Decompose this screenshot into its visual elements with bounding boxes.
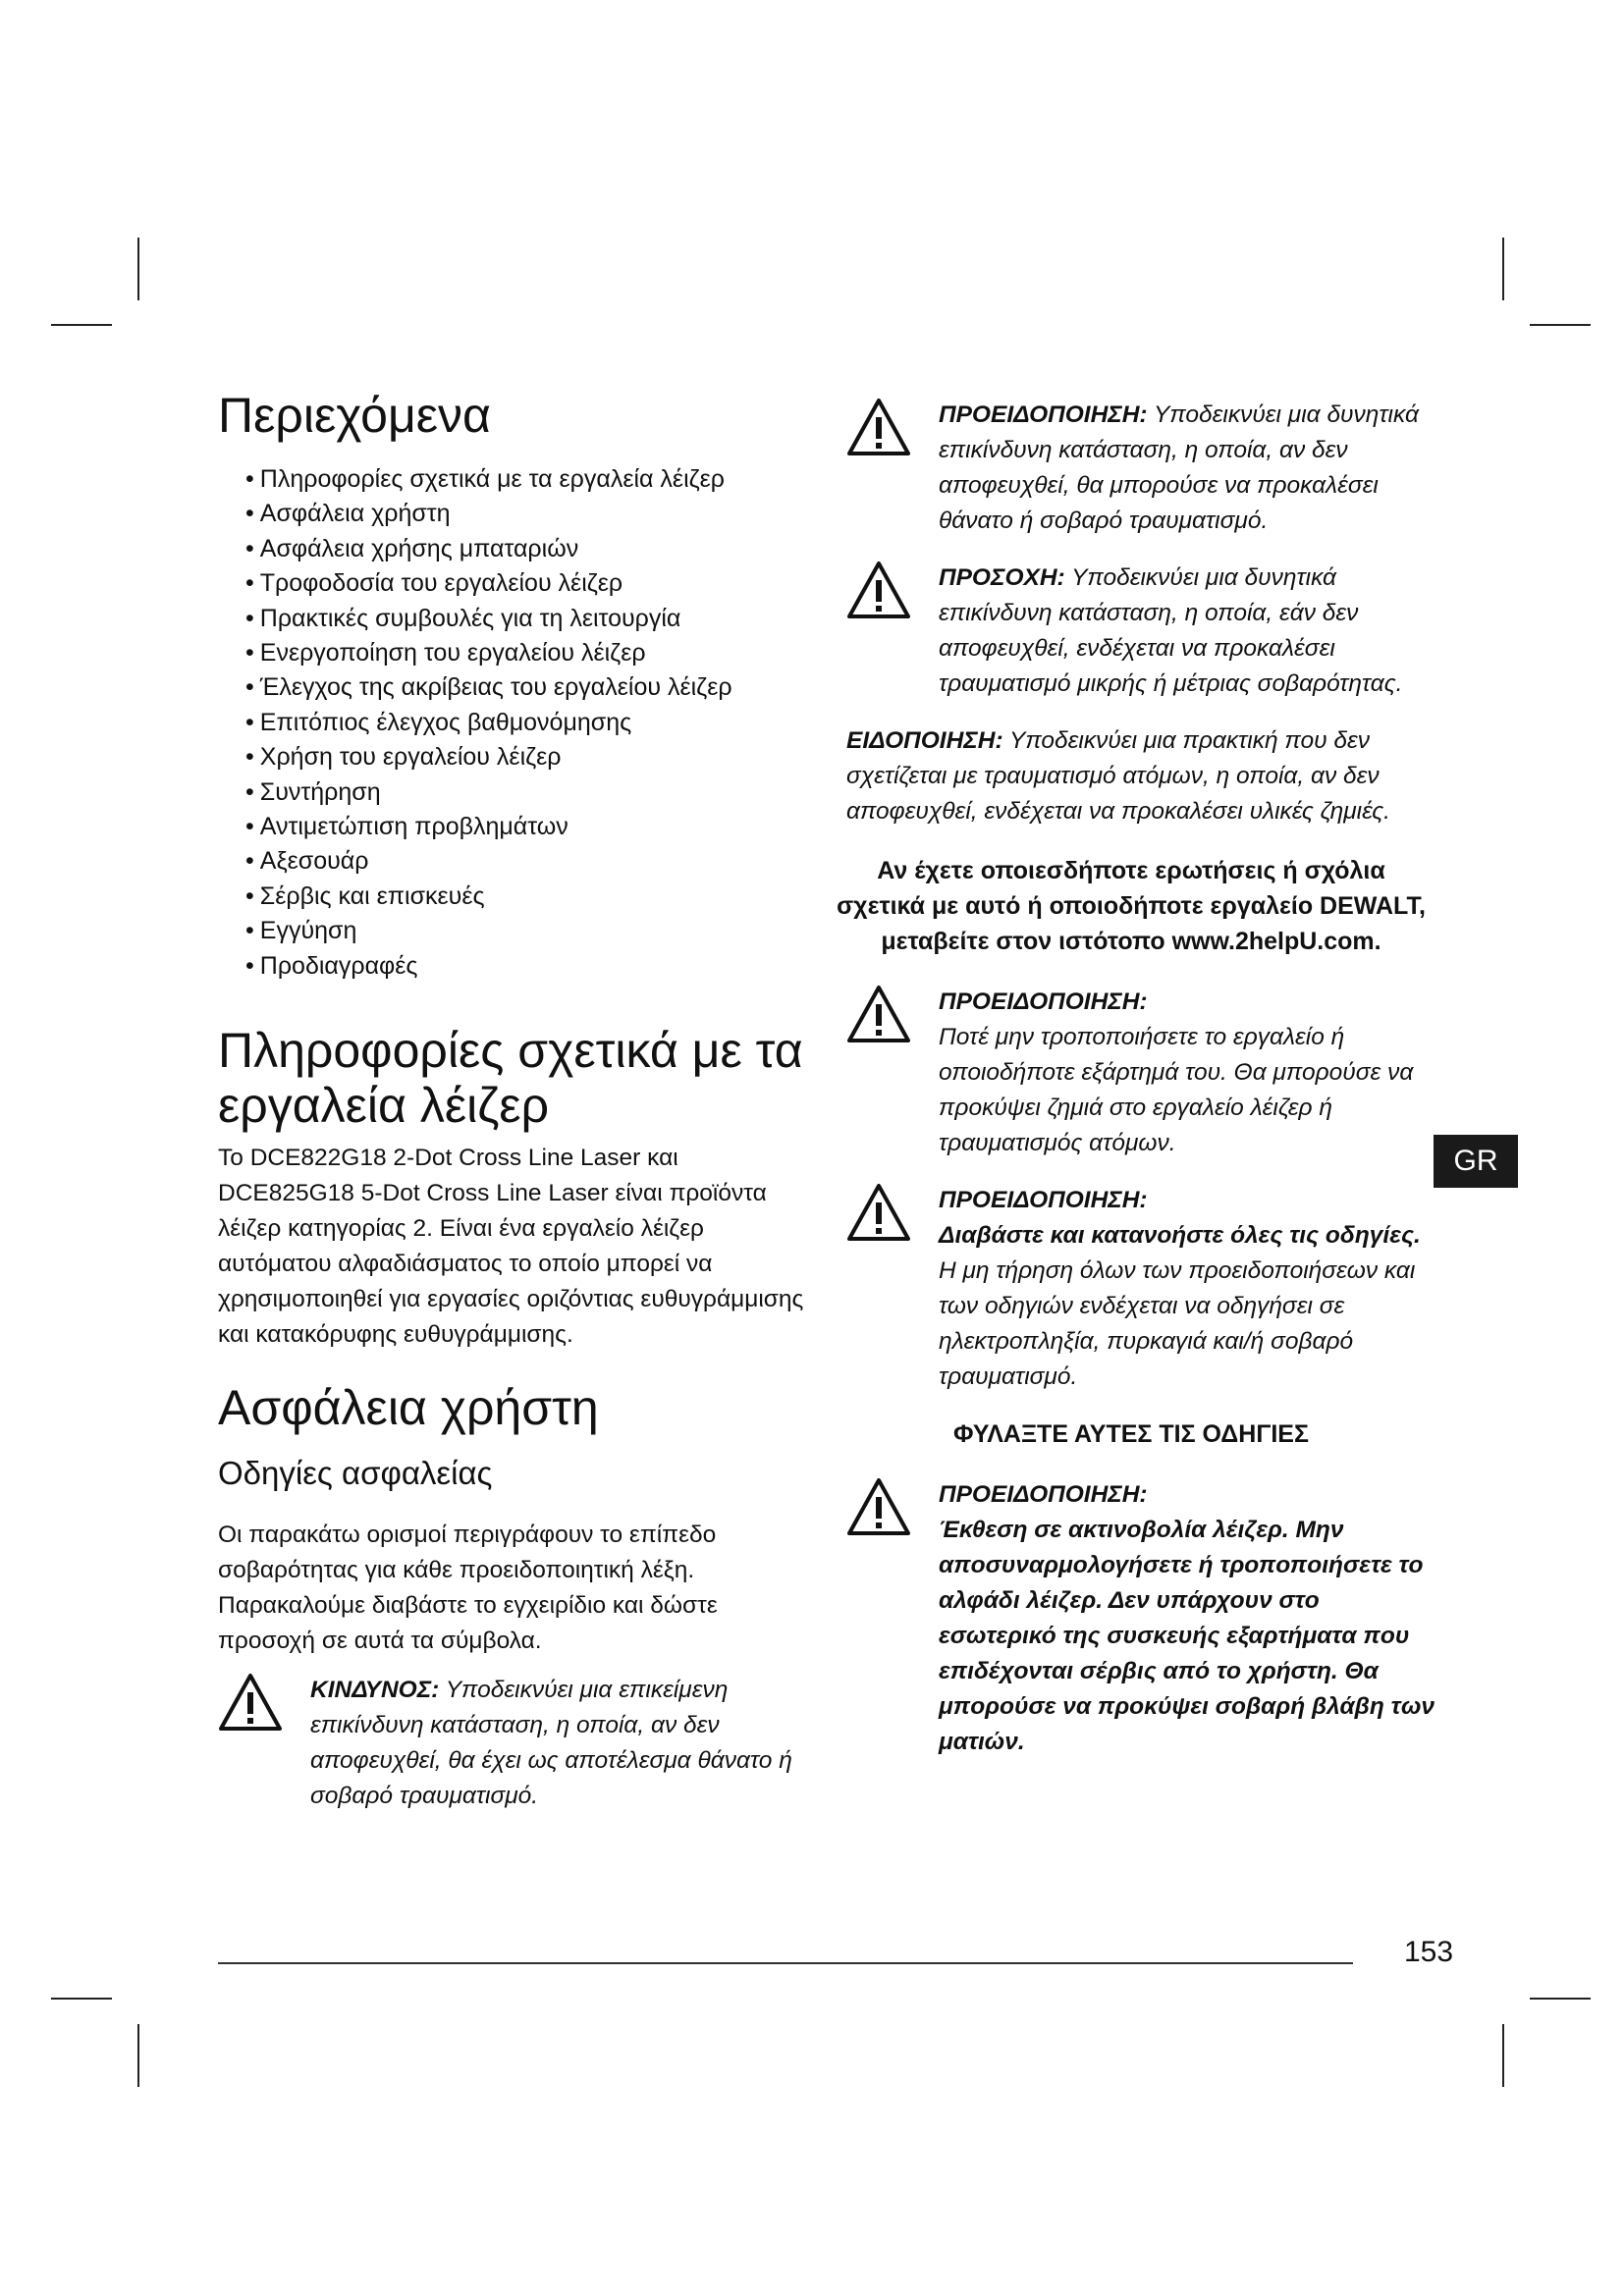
notice-label: ΕΙΔΟΠΟΙΗΣΗ:	[846, 727, 1003, 754]
about-title-line1: Πληροφορίες σχετικά με τα	[218, 1023, 803, 1079]
danger-text: Υποδεικνύει μια επικείμενη επικίνδυνη κατάσταση, η οποία, αν δεν αποφευχθεί, θα έχει ως αποτέλεσμα θάνατο ή σοβαρό τραυματισμό.	[310, 1677, 792, 1810]
warning-text: Υποδεικνύει μια δυνητικά επικίνδυνη κατάσταση, η οποία, αν δεν αποφευχθεί, θα μπορούσε να προκαλέσει θάνατο ή σοβαρό τραυματισμό.	[939, 401, 1419, 534]
safety-intro-text: Οι παρακάτω ορισμοί περιγράφουν το επίπεδο σοβαρότητας για κάθε προειδοποιητική λέξη. Παρακαλούμε διαβάστε το εγχειρίδιο και δώστε προσοχή σε αυτά τα σύμβολα.	[218, 1522, 718, 1655]
warning-triangle-icon	[846, 1183, 911, 1242]
list-item: • Ενεργοποίηση του εργαλείου λέιζερ	[245, 636, 817, 670]
list-item: • Σέρβις και επισκευές	[245, 880, 817, 914]
list-item: • Χρήση του εργαλείου λέιζερ	[245, 740, 817, 774]
contents-list	[245, 462, 817, 984]
list-item: • Προδιαγραφές	[245, 949, 817, 984]
contact-line3: μεταβείτε στον ιστότοπο www.2helpU.com.	[881, 928, 1381, 955]
crop-mark	[51, 1998, 112, 2000]
list-item: • Εγγύηση	[245, 914, 817, 948]
keep-instructions: ΦΥΛΑΞΤΕ ΑΥΤΕΣ ΤΙΣ ΟΔΗΓΙΕΣ	[953, 1420, 1309, 1448]
language-tab: GR	[1434, 1135, 1518, 1188]
contact-line2: σχετικά με αυτό ή οποιοδήποτε εργαλείο DEWALT,	[837, 892, 1426, 920]
crop-mark	[1530, 324, 1591, 326]
about-text: Το DCE822G18 2-Dot Cross Line Laser και DCE825G18 5-Dot Cross Line Laser είναι προϊόντα λέιζερ κατηγορίας 2. Είναι ένα εργαλείο λέιζερ αυτόματου αλφαδιάσματος το οποίο μπορεί να χρησιμοποιηθεί για εργασίες οριζόντιας ευθυγράμμισης και κατακόρυφης ευθυγράμμισης.	[218, 1145, 804, 1349]
warning-triangle-icon	[846, 985, 911, 1043]
warning-read-instructions	[846, 1183, 1435, 1395]
warning-triangle-icon	[846, 1477, 911, 1536]
warning-triangle-icon	[218, 1673, 283, 1732]
right-column	[837, 398, 1435, 1782]
warning-laser-text: Έκθεση σε ακτινοβολία λέιζερ. Μην αποσυναρμολογήσετε ή τροποποιήσετε το αλφάδι λέιζερ. Δεν υπάρχουν στο εσωτερικό της συσκευής εξαρτήματα που επιδέχονται σέρβις από το χρήστη. Θα μπορούσε να προκύψει σοβαρή βλάβη των ματιών.	[939, 1517, 1435, 1755]
list-item: • Συντήρηση	[245, 775, 817, 810]
warning-label: ΠΡΟΕΙΔΟΠΟΙΗΣΗ:	[939, 401, 1148, 428]
warning-read-text: Η μη τήρηση όλων των προειδοποιήσεων και των οδηγιών ενδέχεται να οδηγήσει σε ηλεκτροπληξία, πυρκαγιά και/ή σοβαρό τραυματισμό.	[939, 1257, 1416, 1390]
warning-modify	[846, 985, 1435, 1161]
danger-definition	[218, 1673, 817, 1814]
user-safety-title: Ασφάλεια χρήστη	[218, 1380, 599, 1436]
caution-text: Υποδεικνύει μια δυνητικά επικίνδυνη κατάσταση, η οποία, εάν δεν αποφευχθεί, ενδέχεται να προκαλέσει τραυματισμό μικρής ή μέτριας σοβαρότητας.	[939, 564, 1403, 697]
notice-definition	[846, 723, 1435, 829]
list-item: • Αξεσουάρ	[245, 844, 817, 879]
contact-line1: Αν έχετε οποιεσδήποτε ερωτήσεις ή σχόλια	[877, 857, 1385, 884]
list-item: • Έλεγχος της ακρίβειας του εργαλείου λέιζερ	[245, 670, 817, 705]
warning-laser-label: ΠΡΟΕΙΔΟΠΟΙΗΣΗ:	[939, 1481, 1148, 1508]
crop-mark	[137, 238, 139, 300]
crop-mark	[1502, 2024, 1504, 2087]
warning-triangle-icon	[846, 398, 911, 456]
caution-definition	[846, 561, 1435, 702]
list-item: • Πρακτικές συμβουλές για τη λειτουργία	[245, 602, 817, 636]
crop-mark	[1530, 1998, 1591, 2000]
list-item: • Ασφάλεια χρήστη	[245, 497, 817, 531]
contact-info	[827, 853, 1435, 959]
warning-laser-radiation	[846, 1477, 1435, 1760]
left-column	[218, 388, 817, 1836]
footer-rule	[218, 1962, 1353, 1964]
caution-label: ΠΡΟΣΟΧΗ:	[939, 564, 1065, 591]
crop-mark	[51, 324, 112, 326]
crop-mark	[137, 2024, 139, 2087]
warning-definition	[846, 398, 1435, 539]
warning-read-label: ΠΡΟΕΙΔΟΠΟΙΗΣΗ:	[939, 1187, 1148, 1213]
warning-modify-label: ΠΡΟΕΙΔΟΠΟΙΗΣΗ:	[939, 988, 1148, 1015]
safety-instructions-subtitle: Οδηγίες ασφαλείας	[218, 1455, 493, 1492]
warning-read-bold: Διαβάστε και κατανοήστε όλες τις οδηγίες.	[939, 1222, 1421, 1249]
list-item: • Αντιμετώπιση προβλημάτων	[245, 810, 817, 844]
contents-title: Περιεχόμενα	[218, 388, 491, 443]
page-number: 153	[1404, 1936, 1454, 1968]
list-item: • Ασφάλεια χρήσης μπαταριών	[245, 532, 817, 566]
list-item: • Πληροφορίες σχετικά με τα εργαλεία λέιζερ	[245, 462, 817, 497]
warning-triangle-icon	[846, 561, 911, 619]
list-item: • Επιτόπιος έλεγχος βαθμονόμησης	[245, 706, 817, 740]
about-title-line2: εργαλεία λέιζερ	[218, 1078, 550, 1134]
notice-text: Υποδεικνύει μια πρακτική που δεν σχετίζεται με τραυματισμό ατόμων, η οποία, αν δεν αποφευχθεί, ενδέχεται να προκαλέσει υλικές ζημιές.	[846, 727, 1390, 825]
list-item: • Τροφοδοσία του εργαλείου λέιζερ	[245, 566, 817, 601]
about-title	[218, 1023, 817, 1133]
danger-label: ΚΙΝΔΥΝΟΣ:	[310, 1677, 440, 1704]
warning-modify-text: Ποτέ μην τροποποιήσετε το εργαλείο ή οποιοδήποτε εξάρτημά του. Θα μπορούσε να προκύψει ζημιά στο εργαλείο λέιζερ ή τραυματισμός ατόμων.	[939, 1024, 1414, 1156]
crop-mark	[1502, 238, 1504, 300]
